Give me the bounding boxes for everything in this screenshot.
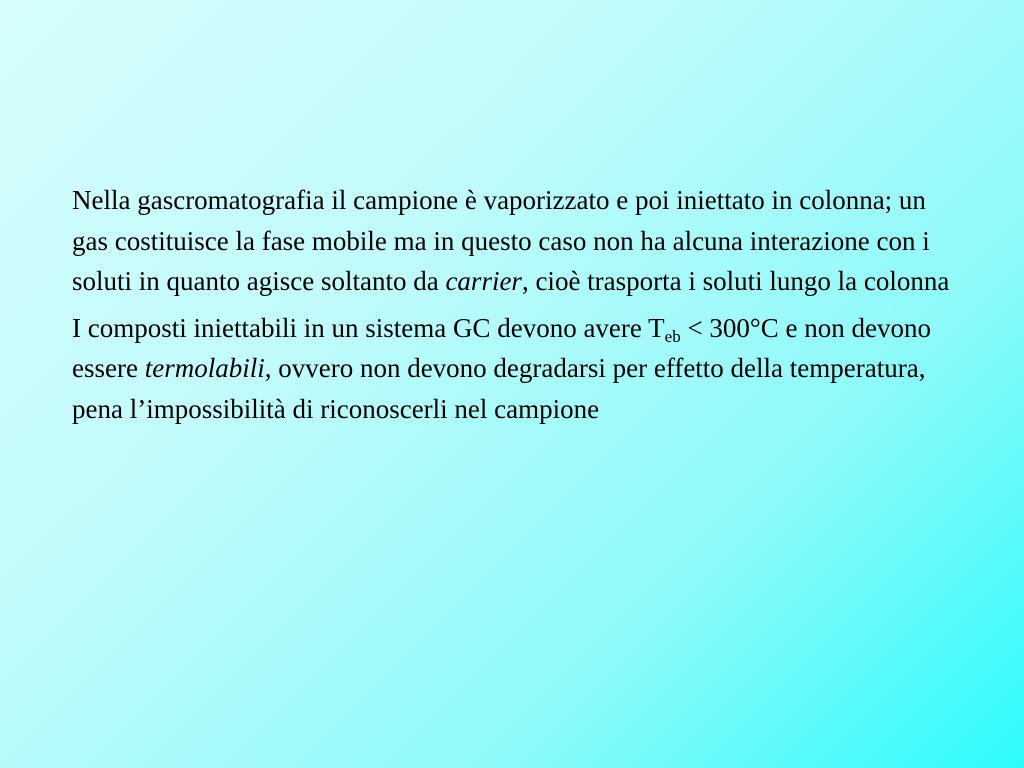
- paragraph-gas-chromatography: [72, 180, 962, 302]
- paragraph-1-italic-term: carrier: [445, 266, 522, 296]
- paragraph-2-italic-term: termolabili: [144, 353, 265, 383]
- slide-body: [72, 180, 962, 435]
- paragraph-2-text-end: , ovvero non devono degradarsi per effetto della temperatura, pena l’impossibilità di riconoscerli nel campione: [72, 353, 926, 424]
- paragraph-2-text-mid: < 300°C e non devono essere: [72, 312, 931, 383]
- paragraph-2-text: I composti iniettabili in un sistema GC devono avere T: [72, 312, 665, 343]
- paragraph-1-text-end: , cioè trasporta i soluti lungo la colonna: [521, 266, 950, 296]
- paragraph-injectable-compounds: [72, 308, 962, 430]
- subscript-eb: eb: [664, 326, 681, 346]
- paragraph-1-text: Nella gascromatografia il campione è vaporizzato e poi iniettato in colonna; un gas costituisce la fase mobile ma in questo caso non ha alcuna interazione con i soluti in quanto agisce soltanto da: [72, 185, 930, 296]
